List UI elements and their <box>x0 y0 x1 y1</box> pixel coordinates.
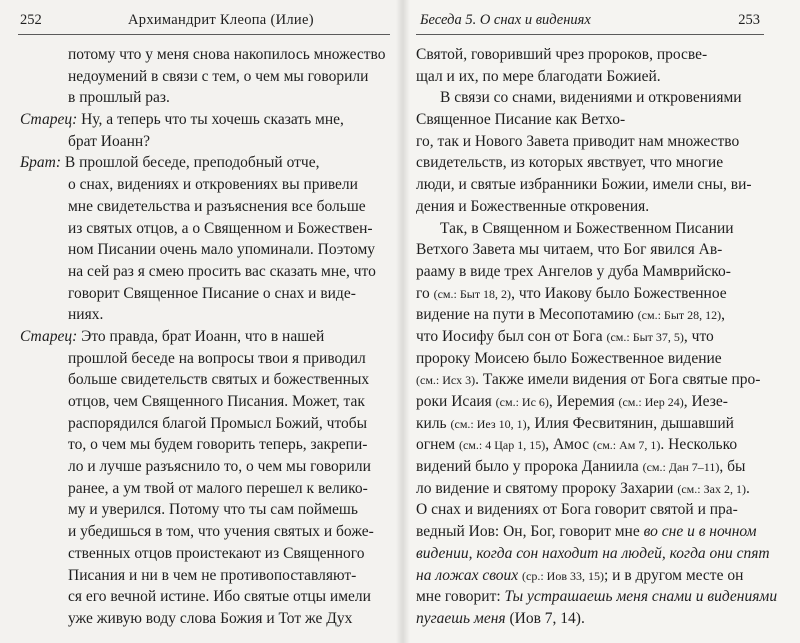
text-line: пророку Моисею было Божественное видение <box>416 349 722 367</box>
page-number: 253 <box>738 12 760 28</box>
scripture-reference: (см.: Иез 10, 1) <box>450 416 527 431</box>
text-line: уже живую воду слова Божия и Тот же Дух <box>68 609 353 627</box>
running-head: Беседа 5. О снах и видениях <box>420 12 591 28</box>
text-line: ном Писании очень мало упоминали. Поэтому <box>68 241 376 259</box>
text-line <box>416 456 764 478</box>
text-span: , что <box>683 327 714 345</box>
dialogue-line <box>20 326 380 348</box>
dialogue-line <box>20 109 380 131</box>
text-line: щал и их, по мере благодати Божией. <box>416 67 661 85</box>
speaker-label: Брат: <box>20 154 61 172</box>
scripture-reference: (см.: Быт 18, 2) <box>433 286 512 301</box>
text-line: распорядился благой Промысл Божий, чтобы <box>68 414 368 432</box>
text-line <box>416 304 764 326</box>
text-line <box>416 283 764 305</box>
text-span: го <box>416 284 430 302</box>
text-span: видений было у пророка Даниила <box>416 458 639 476</box>
text-span: огнем <box>416 436 456 454</box>
text-span: , Илия Фесвитянин, дышавший <box>526 414 734 432</box>
text-line: то, о чем мы будем говорить теперь, закрепи- <box>68 436 368 454</box>
text-line: свидетельств, из которых явствует, что многие <box>416 154 724 172</box>
scripture-reference: (см.: Ам 7, 1) <box>592 438 661 453</box>
text-line: ся его вечной истине. Ибо святые отцы имели <box>68 588 371 606</box>
text-line: отцов, чем Священного Писания. Может, так <box>68 393 365 410</box>
text-line: недоумений в связи с тем, о чем мы говорили <box>68 67 369 85</box>
text-line: из святых отцов, а о Священном и Божествен- <box>68 219 373 237</box>
text-line: мне свидетельства и разъяснения все больше <box>68 197 366 215</box>
text-line: говорит Священное Писание о снах и виде- <box>68 284 356 302</box>
speaker-label: Старец: <box>20 327 78 345</box>
text-line: в прошлый раз. <box>68 89 170 107</box>
text-line: го, так и Нового Завета приводит нам множество <box>416 132 740 150</box>
quote-italic: во сне и в ночном <box>643 523 757 541</box>
text-line: му и уверился. Потому что ты сам поймешь <box>68 501 358 519</box>
text-span: роки Исаия <box>416 393 492 410</box>
text-line: Так, в Священном и Божественном Писании <box>440 219 734 237</box>
dialogue-line <box>20 152 380 174</box>
quote-italic: на ложах своих <box>416 566 519 584</box>
text-line <box>416 478 764 500</box>
text-line: рааму в виде трех Ангелов у дуба Мамврийско- <box>416 262 731 280</box>
text-span: , что Иакову было Божественное <box>511 284 727 302</box>
scripture-reference: (см.: Ис 6) <box>495 395 549 409</box>
text-span: ; и в другом месте он <box>604 566 744 584</box>
text-line: В связи со снами, видениями и откровениями <box>440 89 742 107</box>
text-line: Святой, говоривший чрез пророков, просве- <box>416 46 708 63</box>
text-line <box>416 391 764 413</box>
text-line <box>416 586 778 608</box>
text-span: Это правда, брат Иоанн, что в нашей <box>81 327 325 345</box>
body-text <box>20 44 386 630</box>
scripture-reference: (см.: Быт 28, 12) <box>637 308 722 323</box>
text-span: . Также имели видения от Бога святые про- <box>475 371 761 389</box>
scripture-reference: (см.: Зах 2, 1) <box>677 481 746 496</box>
quote-italic: пугаешь меня <box>416 609 506 627</box>
page-number: 252 <box>20 12 42 28</box>
text-span: . Несколько <box>660 436 738 454</box>
scripture-reference: (см.: Исх 3) <box>416 373 476 388</box>
header-rule <box>416 34 764 35</box>
text-line: люди, и святые избранники Божии, имели сны, ви- <box>416 176 752 194</box>
text-line: ственных отцов проистекают из Священного <box>68 544 365 562</box>
scripture-reference: (см.: Дан 7–11) <box>642 460 720 475</box>
text-line: дения и Божественные откровения. <box>416 197 650 215</box>
text-line <box>416 369 764 391</box>
text-span: , бы <box>719 458 746 476</box>
text-line: О снах и видениях от Бога говорит святой и пра- <box>416 501 738 519</box>
text-line <box>416 521 764 543</box>
text-line <box>416 565 764 587</box>
text-span: В прошлой беседе, преподобный отче, <box>64 154 320 172</box>
text-line <box>416 413 764 435</box>
text-span: киль <box>416 414 447 432</box>
text-line <box>416 326 764 348</box>
text-line: прошлой беседе на вопросы твои я приводил <box>68 349 366 367</box>
text-span: ведный Иов: Он, Бог, говорит мне <box>416 523 640 541</box>
text-span: Ну, а теперь что ты хочешь сказать мне, <box>81 111 344 129</box>
text-line: Ветхого Завета мы читаем, что Бог явился Ав- <box>416 241 723 259</box>
body-text <box>416 44 778 630</box>
right-page <box>402 0 800 643</box>
text-span: мне говорит: <box>416 588 501 606</box>
quote-italic: Ты устрашаешь меня снами и видениями <box>504 588 778 606</box>
text-line: брат Иоанн? <box>68 132 151 150</box>
scripture-reference: (см.: 4 Цар 1, 15) <box>458 438 546 453</box>
scripture-reference: (см.: Иер 24) <box>618 395 684 409</box>
text-line: ниях. <box>68 306 104 324</box>
text-line: видении, когда сон находит на людей, когда они спят <box>416 544 770 562</box>
text-line: потому что у меня снова накопилось множество <box>68 46 386 63</box>
text-span: . <box>745 479 750 497</box>
text-line: Писания и ни в чем не противопоставляют- <box>68 566 357 584</box>
text-line <box>416 434 764 456</box>
header-rule <box>18 34 390 35</box>
text-span: , Иезе- <box>683 393 728 410</box>
text-span: видение на пути в Месопотамию <box>416 306 634 324</box>
text-span: , Амос <box>545 436 589 454</box>
text-line <box>416 608 764 630</box>
text-span: , Иеремия <box>548 393 615 410</box>
text-span: ло видение и святому пророку Захарии <box>416 479 674 497</box>
text-span: , <box>721 306 725 324</box>
speaker-label: Старец: <box>20 111 78 129</box>
text-line: о снах, видениях и откровениях вы привели <box>68 176 358 194</box>
text-line: больше свидетельств святых и божественных <box>68 371 370 389</box>
text-line: на сей раз я смею просить вас сказать мне, что <box>68 262 376 280</box>
text-line: ранее, а ум твой от малого перешел к велико- <box>68 479 368 497</box>
text-line: Священное Писание как Ветхо- <box>416 111 626 129</box>
text-line: ло и лучше разъяснило то, о чем мы говорили <box>68 458 371 476</box>
text-line: и убедишься в том, что учения святых и боже- <box>68 523 374 541</box>
running-head: Архимандрит Клеопа (Илие) <box>128 12 314 28</box>
scripture-reference: (см.: Быт 37, 5) <box>606 329 684 344</box>
scripture-reference: (ср.: Иов 33, 15) <box>522 568 604 583</box>
text-span: (Иов 7, 14). <box>509 609 585 627</box>
text-span: что Иосифу был сон от Бога <box>416 327 603 345</box>
